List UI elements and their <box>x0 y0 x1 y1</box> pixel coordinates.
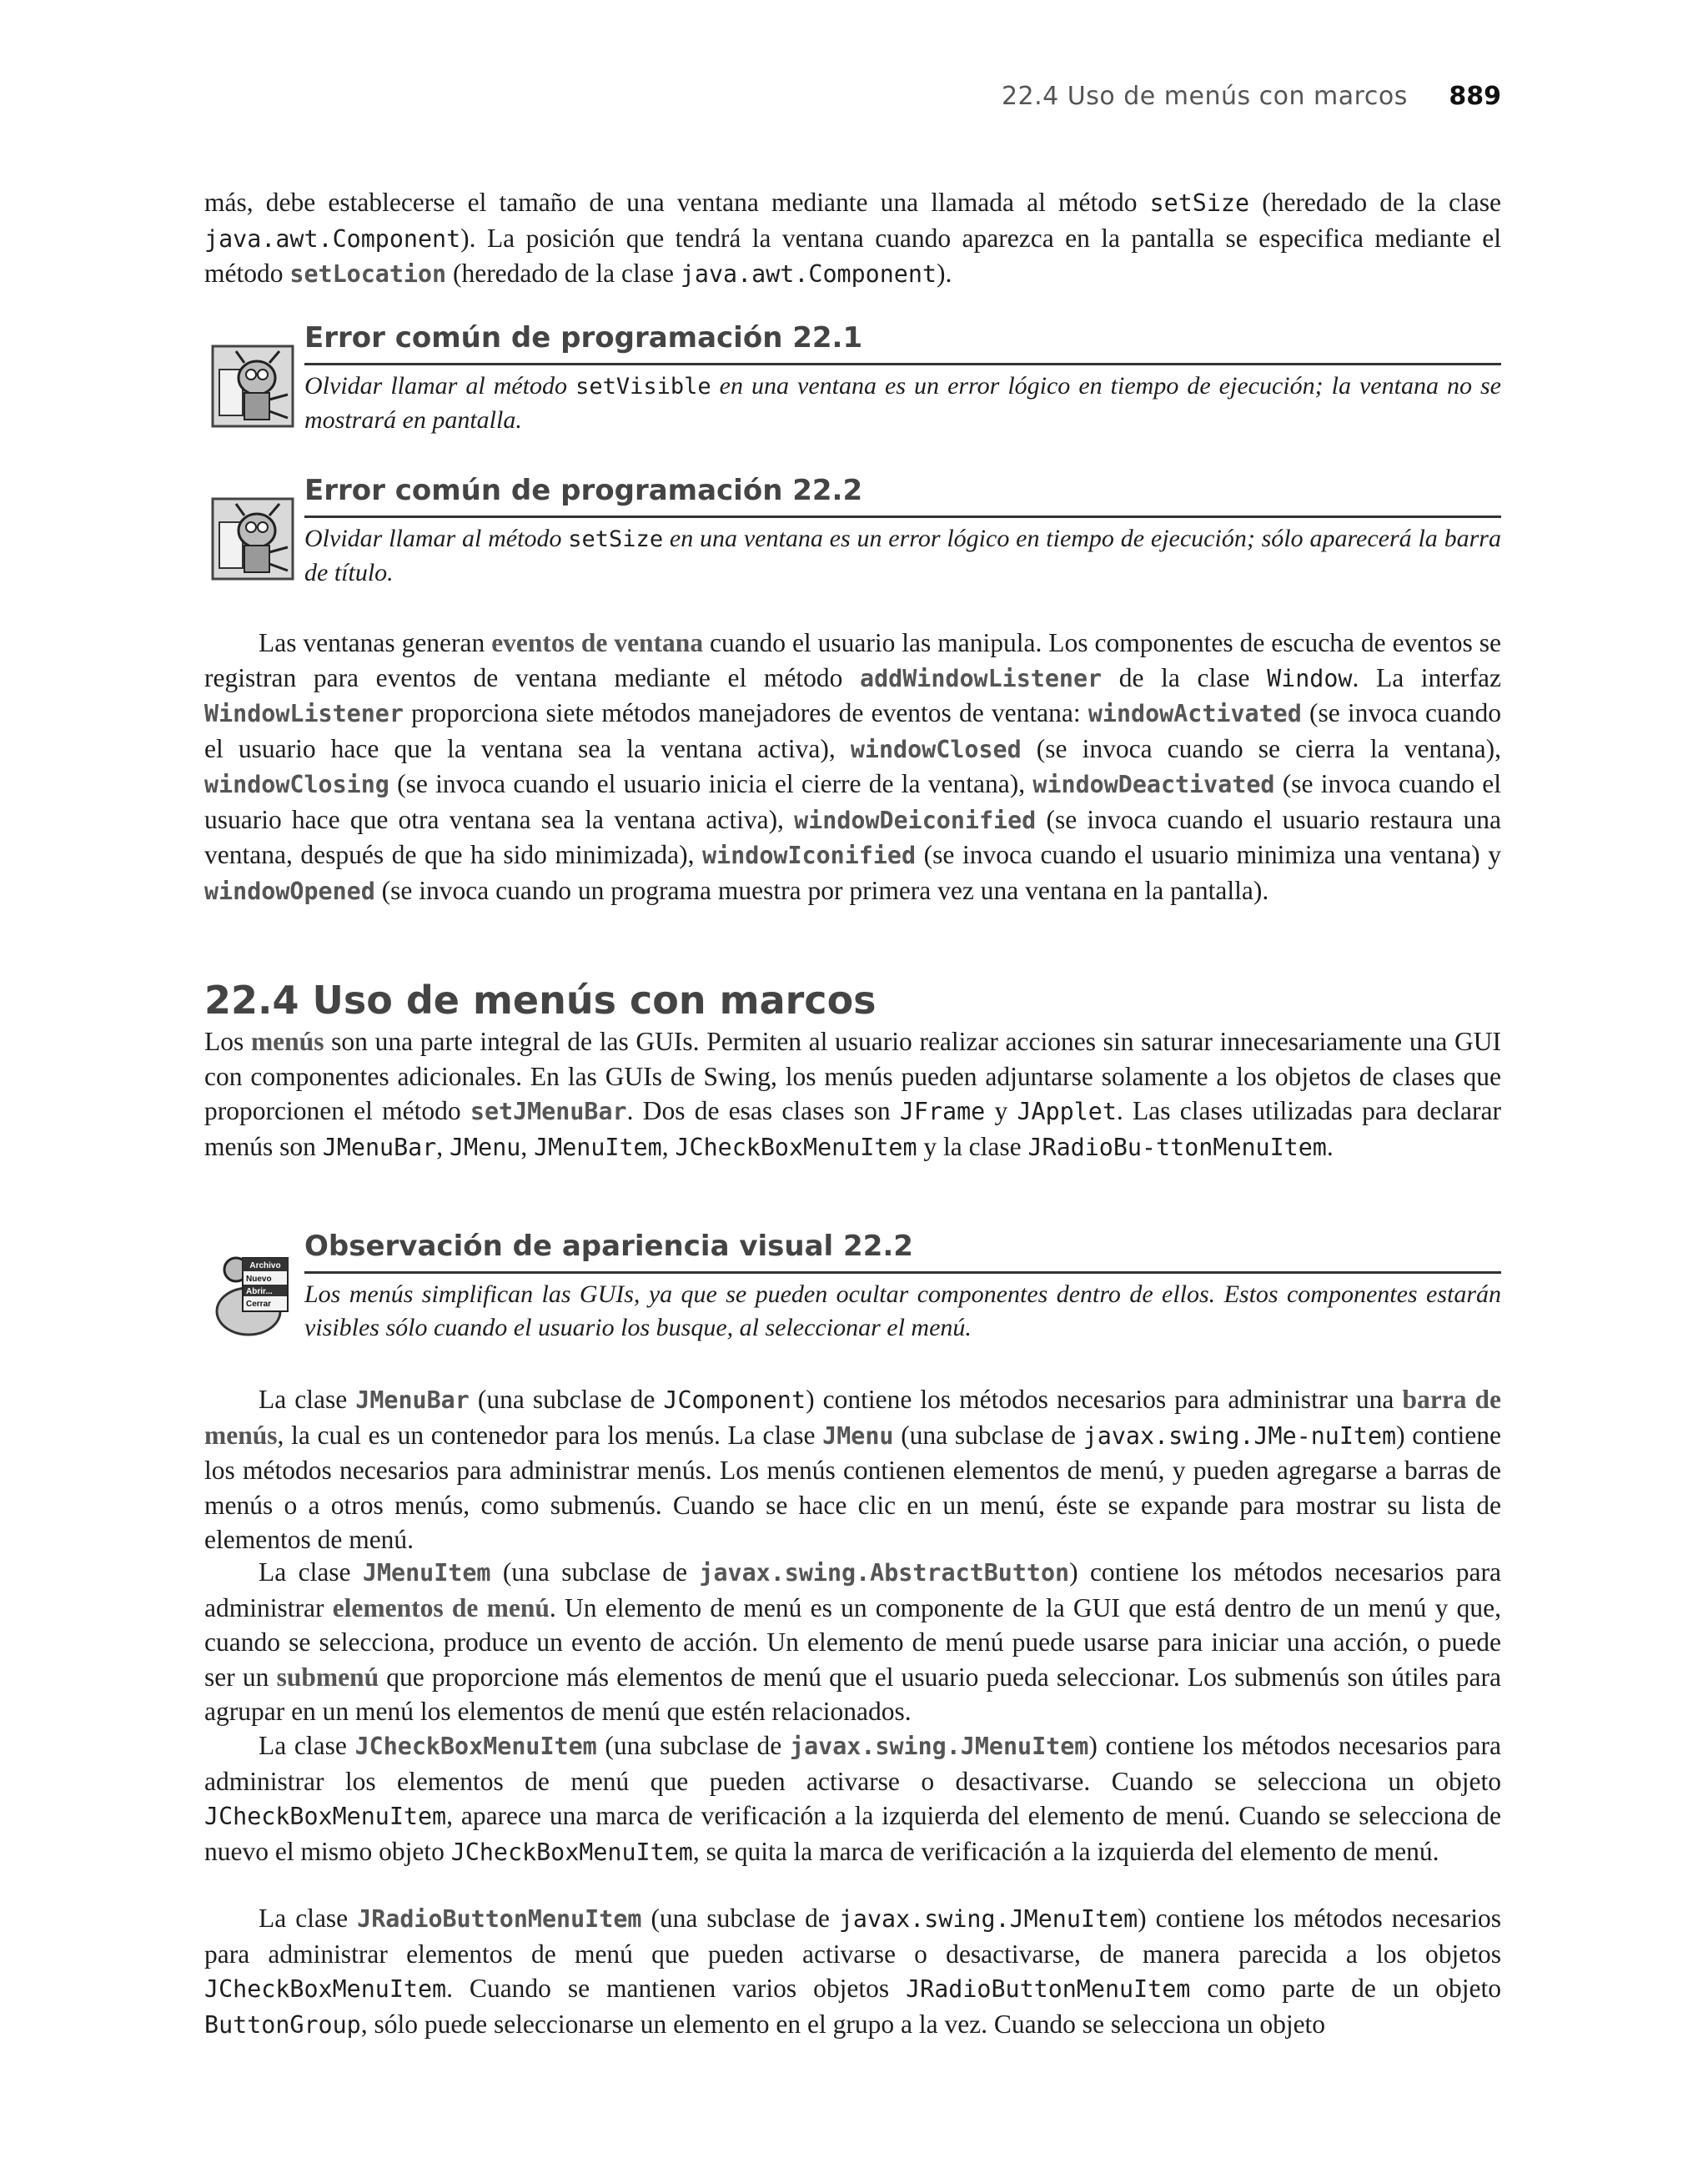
bug-icon <box>211 497 294 581</box>
code: JCheckBoxMenuItem <box>204 1803 447 1830</box>
text: , la cual es un contenedor para los menús. La clase <box>277 1420 823 1450</box>
code: JRadioBu-ttonMenuItem <box>1027 1133 1327 1161</box>
text: , aparece una marca de verificación a la izquierda del elemento de menú. Cuando se selecciona de nuevo el mismo objeto <box>204 1801 1501 1866</box>
code: WindowListener <box>204 700 404 727</box>
keyword: eventos de ventana <box>491 628 704 657</box>
code: setSize <box>1149 189 1250 217</box>
code: JApplet <box>1017 1098 1117 1125</box>
text: (una subclase de <box>641 1904 839 1933</box>
text: , <box>520 1131 535 1161</box>
text: (una subclase de <box>596 1731 790 1760</box>
text: ) contiene los métodos necesarios para administrar menús. Los menús contienen elementos de menú, y pueden agregarse a barras de menús o a otros menús, como submenús. Cuando se hace clic en un menú, éste se expande para mostrar su lista de elementos de menú. <box>204 1420 1502 1554</box>
paragraph-menus-intro <box>204 1024 1501 1164</box>
text: (una subclase de <box>490 1557 700 1587</box>
text: Olvidar llamar al método <box>304 525 569 552</box>
text: (se invoca cuando el usuario minimiza una ventana) y <box>916 840 1501 869</box>
callout-text: Los menús simplifican las GUIs, ya que se pueden ocultar componentes dentro de ellos. Estos componentes estarán visibles sólo cuando el usuario los busque, al seleccionar el menú. <box>304 1280 1501 1341</box>
code: javax.swing.JMenuItem <box>790 1733 1089 1760</box>
icon-menu-label: Archivo <box>249 1261 281 1270</box>
text: (se invoca cuando el usuario hace que la ventana sea la ventana activa), <box>204 698 1501 763</box>
code: JCheckBoxMenuItem <box>354 1733 597 1760</box>
text: cuando el usuario las manipula. Los componentes de escucha de eventos se registran para eventos de ventana mediante el método <box>204 628 1501 692</box>
paragraph-window-events <box>204 626 1501 908</box>
text: , sólo puede seleccionarse un elemento en el grupo a la vez. Cuando se selecciona un objeto <box>360 2009 1326 2039</box>
text: Las ventanas generan <box>259 628 492 657</box>
text: , <box>436 1131 450 1161</box>
text: . Cuando se mantienen varios objetos <box>446 1974 907 2003</box>
text: La clase <box>259 1385 356 1414</box>
text: son una parte integral de las GUIs. Permiten al usuario realizar acciones sin saturar innecesariamente una GUI con componentes adicionales. En las GUIs de Swing, los menús pueden adjuntarse solamente a los objetos de clases que proporcionen el método <box>204 1027 1501 1125</box>
text: . Las clases utilizadas para declarar menús son <box>204 1096 1501 1161</box>
paragraph-jmenubar <box>204 1382 1501 1557</box>
code: javax.swing.AbstractButton <box>699 1559 1070 1587</box>
text: La clase <box>259 1904 358 1933</box>
text: (se invoca cuando el usuario hace que otra ventana sea la ventana activa), <box>204 769 1501 834</box>
text: (heredado de la clase <box>446 259 681 288</box>
code: JRadioButtonMenuItem <box>906 1975 1191 2003</box>
text: y la clase <box>917 1131 1028 1161</box>
text: La clase <box>259 1731 355 1760</box>
code: setVisible <box>575 374 711 400</box>
text: (se invoca cuando el usuario inicia el cierre de la ventana), <box>389 769 1033 798</box>
page-number: 889 <box>1449 82 1501 111</box>
text: de la clase <box>1102 662 1268 692</box>
code: JMenuBar <box>355 1386 470 1414</box>
code: windowActivated <box>1088 700 1302 727</box>
text: ) contiene los métodos necesarios para administrar <box>204 1557 1502 1622</box>
text: que proporcione más elementos de menú que el usuario pueda seleccionar. Los submenús son útiles para agrupar en un menú los elementos de menú que estén relacionados. <box>204 1662 1501 1726</box>
code: addWindowListener <box>860 664 1103 692</box>
keyword: elementos de menú <box>332 1592 550 1622</box>
callout-divider <box>304 516 1501 518</box>
running-header <box>1002 82 1501 111</box>
paragraph-jmenuitem <box>204 1555 1501 1729</box>
text: . Un elemento de menú es un componente de la GUI que está dentro de un menú y que, cuando se selecciona, produce un evento de acción. Un elemento de menú puede usarse para iniciar una acción, o puede ser un <box>204 1592 1502 1692</box>
text: en una ventana es un error lógico en tiempo de ejecución; la ventana no se mostrará en pantalla. <box>304 372 1501 434</box>
text: . <box>1326 1131 1334 1161</box>
section-heading: 22.4 Uso de menús con marcos <box>204 978 877 1023</box>
menu-mascot-icon <box>211 1253 294 1336</box>
text: y <box>985 1096 1017 1125</box>
text: Los <box>204 1027 251 1056</box>
paragraph-jcheckboxmenuitem <box>204 1728 1501 1869</box>
code: javax.swing.JMe-nuItem <box>1083 1421 1397 1450</box>
code: windowIconified <box>702 842 917 869</box>
common-error-callout-1 <box>204 321 1501 446</box>
icon-menu-label: Abrir... <box>246 1287 273 1296</box>
text: ) contiene los métodos necesarios para administrar una <box>806 1385 1403 1414</box>
code: Window <box>1267 664 1353 692</box>
callout-divider <box>304 1271 1501 1274</box>
code: JComponent <box>663 1386 806 1414</box>
code: windowClosing <box>204 771 389 798</box>
callout-title: Error común de programación 22.1 <box>304 321 863 355</box>
code: windowDeactivated <box>1032 771 1275 798</box>
code: JCheckBoxMenuItem <box>675 1133 917 1161</box>
code: java.awt.Component <box>204 224 461 253</box>
code: javax.swing.JMenuItem <box>838 1905 1138 1933</box>
code: java.awt.Component <box>680 260 937 288</box>
code: windowOpened <box>204 877 375 905</box>
code: JMenuItem <box>534 1133 662 1161</box>
callout-title: Observación de apariencia visual 22.2 <box>304 1230 913 1263</box>
callout-text <box>304 370 1501 437</box>
header-section-title: 22.4 Uso de menús con marcos <box>1001 82 1408 111</box>
code: JMenuBar <box>322 1133 437 1161</box>
text: más, debe establecerse el tamaño de una ventana mediante una llamada al método <box>204 188 1150 217</box>
icon-menu-label: Nuevo <box>246 1275 272 1284</box>
code: JFrame <box>899 1098 986 1125</box>
text: (se invoca cuando el usuario restaura una ventana, después de que ha sido minimizada), <box>204 804 1501 869</box>
code: setLocation <box>289 260 447 288</box>
code: JRadioButtonMenuItem <box>357 1905 642 1933</box>
keyword: submenú <box>276 1662 379 1692</box>
code: JCheckBoxMenuItem <box>204 1975 447 2003</box>
code: JMenu <box>450 1133 521 1161</box>
callout-text <box>304 522 1501 590</box>
code: setJMenuBar <box>470 1098 627 1125</box>
text: en una ventana es un error lógico en tiempo de ejecución; sólo aparecerá la barra de título. <box>304 525 1501 586</box>
code: windowDeiconified <box>794 806 1037 834</box>
code: JMenuItem <box>362 1559 491 1587</box>
text: (una subclase de <box>893 1420 1083 1450</box>
text: (heredado de la clase <box>1249 188 1501 217</box>
text: , se quita la marca de verificación a la izquierda del elemento de menú. <box>692 1836 1439 1866</box>
text: ) contiene los métodos necesarios para administrar elementos de menú que pueden activarse o desactivarse, de manera parecida a los objetos <box>204 1904 1501 1969</box>
text: proporciona siete métodos manejadores de eventos de ventana: <box>403 698 1088 727</box>
callout-title: Error común de programación 22.2 <box>304 474 863 507</box>
text: ). <box>936 259 952 288</box>
text: , <box>661 1131 676 1161</box>
code: windowClosed <box>850 735 1022 763</box>
text: . Dos de esas clases son <box>626 1096 900 1125</box>
text: (una subclase de <box>469 1385 664 1414</box>
code: setSize <box>568 526 664 552</box>
callout-divider <box>304 363 1501 365</box>
text: (se invoca cuando se cierra la ventana), <box>1021 733 1502 763</box>
look-and-feel-callout <box>204 1230 1501 1355</box>
text: ). La posición que tendrá la ventana cuando aparezca en la pantalla se especifica mediante el método <box>204 223 1501 288</box>
code: JCheckBoxMenuItem <box>450 1838 693 1866</box>
keyword: barra de menús <box>204 1385 1501 1450</box>
common-error-callout-2 <box>204 474 1501 599</box>
text: (se invoca cuando un programa muestra por primera vez una ventana en la pantalla). <box>374 875 1269 905</box>
text: ) contiene los métodos necesarios para administrar los elementos de menú que pueden activarse o desactivarse. Cuando se selecciona un objeto <box>204 1731 1502 1796</box>
paragraph-intro <box>204 185 1501 292</box>
text: como parte de un objeto <box>1190 1974 1502 2003</box>
icon-menu-label: Cerrar <box>246 1300 272 1309</box>
bug-icon <box>211 345 294 428</box>
paragraph-jradiobuttonmenuitem <box>204 1901 1501 2042</box>
text: . La interfaz <box>1352 662 1501 692</box>
text: Olvidar llamar al método <box>304 372 576 400</box>
text: La clase <box>259 1557 363 1587</box>
code: JMenu <box>822 1421 894 1450</box>
code: ButtonGroup <box>204 2010 361 2039</box>
keyword: menús <box>250 1027 324 1056</box>
